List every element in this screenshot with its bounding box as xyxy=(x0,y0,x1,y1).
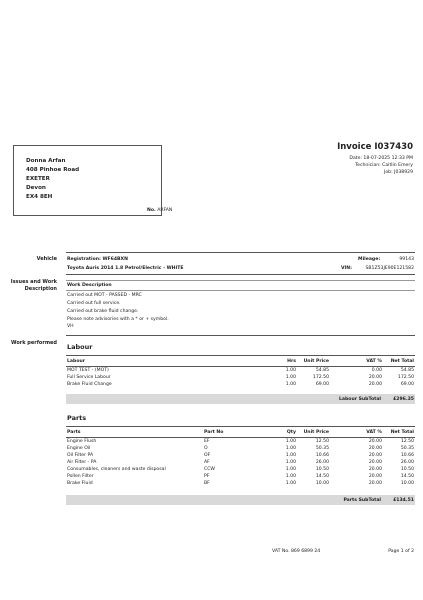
parts-cell-item: Air Filter - PA xyxy=(67,460,97,465)
labour-header-hrs: Hrs xyxy=(287,359,296,364)
invoice-job: Job: J038929 xyxy=(384,170,413,175)
customer-name: Donna Arfan xyxy=(26,158,66,164)
work-performed-label: Work performed xyxy=(11,340,57,346)
parts-cell-qty: 1.00 xyxy=(285,467,296,472)
parts-subtotal-label: Parts SubTotal xyxy=(343,498,381,503)
description-label: Description xyxy=(24,286,57,292)
customer-number-value: ARFAN xyxy=(157,208,173,213)
page-number: Page 1 of 2 xyxy=(388,549,414,554)
parts-header-part-no: Part No xyxy=(204,430,224,435)
parts-cell-net-total: 26.00 xyxy=(400,460,414,465)
work-description-line: Carried out brake fluid change. xyxy=(67,309,139,314)
labour-header-unit-price: Unit Price xyxy=(303,359,329,364)
parts-cell-unit-price: 12.50 xyxy=(315,439,329,444)
parts-title: Parts xyxy=(67,414,87,422)
parts-cell-net-total: 10.00 xyxy=(400,481,414,486)
parts-cell-vat: 20.00 xyxy=(368,474,382,479)
work-desc-heading-rule xyxy=(66,290,415,291)
vehicle-model: Toyota Auris 2014 1.8 Petrol/Electric - WHITE xyxy=(67,266,184,271)
parts-cell-item: Brake Fluid xyxy=(67,481,93,486)
labour-cell-unit-price: 172.50 xyxy=(312,375,329,380)
parts-cell-qty: 1.00 xyxy=(285,446,296,451)
mileage-label: Mileage: xyxy=(358,257,381,262)
labour-cell-item: MOT TEST - (MOT) xyxy=(67,368,109,373)
customer-city: EXETER xyxy=(26,176,50,182)
vat-number: VAT No. 869 6899 24 xyxy=(272,549,321,554)
labour-cell-unit-price: 54.85 xyxy=(315,368,329,373)
parts-cell-part-no: AF xyxy=(204,460,210,465)
parts-cell-unit-price: 10.50 xyxy=(315,467,329,472)
parts-cell-item: Engine Oil xyxy=(67,446,91,451)
parts-cell-qty: 1.00 xyxy=(285,474,296,479)
labour-cell-net-total: 69.00 xyxy=(400,382,414,387)
parts-cell-part-no: BF xyxy=(204,481,210,486)
parts-cell-vat: 20.00 xyxy=(368,446,382,451)
parts-cell-qty: 1.00 xyxy=(285,453,296,458)
parts-cell-net-total: 12.50 xyxy=(400,439,414,444)
work-desc-top-rule xyxy=(66,280,415,281)
labour-header-item: Labour xyxy=(67,359,86,364)
parts-cell-item: Engine Flush xyxy=(67,439,97,444)
labour-cell-unit-price: 69.00 xyxy=(315,382,329,387)
labour-cell-net-total: 172.50 xyxy=(397,375,414,380)
vehicle-top-rule xyxy=(66,252,415,253)
parts-cell-unit-price: 10.66 xyxy=(315,453,329,458)
parts-cell-qty: 1.00 xyxy=(285,481,296,486)
work-description-line: Carried out MOT - PASSED - MRC xyxy=(67,293,142,298)
vehicle-bottom-rule xyxy=(66,274,415,275)
parts-cell-item: Oil Filter PA xyxy=(67,453,94,458)
work-description-line: Please note advisories with a * or + symbol. xyxy=(67,317,169,322)
labour-subtotal-value: £296.35 xyxy=(393,397,414,402)
vin-label: VIN: xyxy=(341,266,352,271)
parts-header-rule xyxy=(66,437,415,438)
parts-cell-net-total: 50.35 xyxy=(400,446,414,451)
labour-cell-net-total: 54.85 xyxy=(400,368,414,373)
mileage-value: 99143 xyxy=(399,257,414,262)
parts-cell-part-no: OF xyxy=(204,453,211,458)
parts-cell-vat: 20.00 xyxy=(368,481,382,486)
work-desc-bottom-rule xyxy=(66,335,415,336)
customer-number xyxy=(147,208,172,213)
parts-cell-part-no: O xyxy=(204,446,208,451)
customer-number-label: No. xyxy=(147,208,156,213)
parts-header-item: Parts xyxy=(67,430,81,435)
labour-title-rule xyxy=(66,355,415,356)
parts-header-vat: VAT % xyxy=(366,430,382,435)
parts-header-net-total: Net Total xyxy=(390,430,414,435)
parts-cell-net-total: 10.66 xyxy=(400,453,414,458)
labour-cell-hrs: 1.00 xyxy=(285,375,296,380)
parts-cell-qty: 1.00 xyxy=(285,439,296,444)
invoice-technician: Technician: Caitlin Emery xyxy=(355,163,413,168)
customer-county: Devon xyxy=(26,185,46,191)
labour-header-net-total: Net Total xyxy=(390,359,414,364)
parts-cell-vat: 20.00 xyxy=(368,467,382,472)
parts-cell-part-no: PF xyxy=(204,474,210,479)
parts-cell-net-total: 14.50 xyxy=(400,474,414,479)
work-description-line: VH xyxy=(67,324,74,329)
labour-cell-vat: 0.00 xyxy=(371,368,382,373)
vehicle-label: Vehicle xyxy=(36,256,57,262)
parts-cell-vat: 20.00 xyxy=(368,439,382,444)
vehicle-registration: Registration: WF64BXN xyxy=(67,257,128,262)
labour-subtotal-label: Labour SubTotal xyxy=(338,397,381,402)
labour-cell-item: Full Service Labour xyxy=(67,375,111,380)
labour-title: Labour xyxy=(67,343,93,351)
parts-cell-unit-price: 10.00 xyxy=(315,481,329,486)
parts-cell-net-total: 10.50 xyxy=(400,467,414,472)
work-description-heading: Work Description xyxy=(67,283,112,288)
labour-cell-hrs: 1.00 xyxy=(285,382,296,387)
parts-cell-item: Consumables, cleaners and waste disposal xyxy=(67,467,166,472)
parts-cell-vat: 20.00 xyxy=(368,460,382,465)
parts-cell-vat: 20.00 xyxy=(368,453,382,458)
invoice-title: Invoice I037430 xyxy=(337,142,413,152)
parts-cell-part-no: CCW xyxy=(204,467,215,472)
work-description-line: Carried out full service. xyxy=(67,301,121,306)
parts-cell-unit-price: 26.00 xyxy=(315,460,329,465)
labour-cell-hrs: 1.00 xyxy=(285,368,296,373)
parts-cell-qty: 1.00 xyxy=(285,460,296,465)
parts-header-qty: Qty xyxy=(286,430,296,435)
parts-cell-unit-price: 50.35 xyxy=(315,446,329,451)
parts-subtotal-value: £134.51 xyxy=(393,498,414,503)
parts-cell-part-no: EF xyxy=(204,439,210,444)
customer-street: 408 Pinhoe Road xyxy=(26,167,80,173)
labour-header-rule xyxy=(66,366,415,367)
issues-label: Issues and Work xyxy=(10,279,57,285)
labour-cell-item: Brake Fluid Change xyxy=(67,382,112,387)
vin-value: SB1Z53JE90E121582 xyxy=(365,266,414,271)
labour-cell-vat: 20.00 xyxy=(368,382,382,387)
parts-cell-unit-price: 14.50 xyxy=(315,474,329,479)
parts-title-rule xyxy=(66,426,415,427)
parts-header-unit-price: Unit Price xyxy=(303,430,329,435)
parts-cell-item: Pollen Filter xyxy=(67,474,94,479)
labour-header-vat: VAT % xyxy=(366,359,382,364)
labour-cell-vat: 20.00 xyxy=(368,375,382,380)
invoice-date: Date: 18-07-2025 12:33 PM xyxy=(349,156,413,161)
customer-postcode: EX4 8EH xyxy=(26,194,53,200)
